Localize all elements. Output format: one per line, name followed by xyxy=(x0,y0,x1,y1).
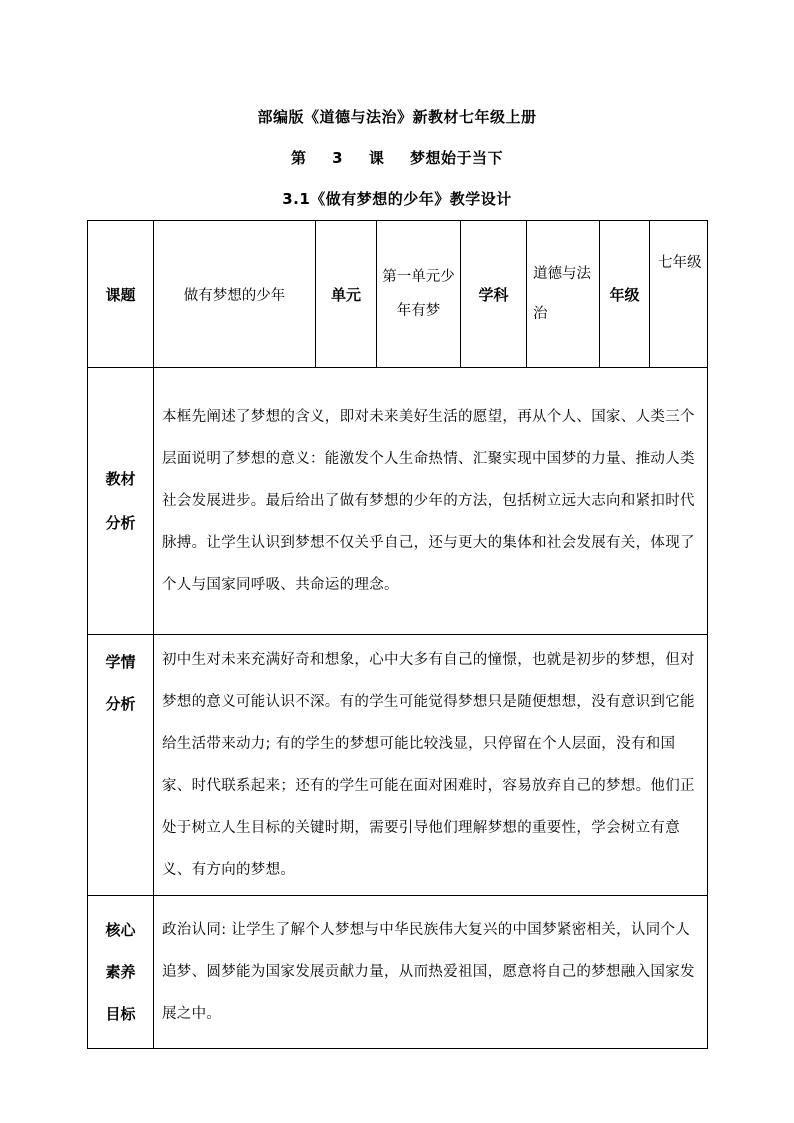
topic-value: 做有梦想的少年 xyxy=(154,221,316,368)
document-title: 部编版《道德与法治》新教材七年级上册 xyxy=(257,108,537,126)
lesson-plan-table xyxy=(87,220,708,1049)
unit-value: 第一单元少年有梦 xyxy=(377,221,461,368)
learner-analysis-label-text: 学情分析 xyxy=(105,653,136,713)
textbook-analysis-text: 本框先阐述了梦想的含义，即对未来美好生活的愿望，再从个人、国家、人类三个层面说明了梦想的意义：能激发个人生命热情、汇聚实现中国梦的力量、推动人类社会发展进步。最后给出了做有梦想的少年的方法，包括树立远大志向和紧扣时代脉搏。让学生认识到梦想不仅关乎自己，还与更大的集体和社会发展有关，体现了个人与国家同呼吸、共命运的理念。 xyxy=(154,368,708,635)
learner-analysis-text: 初中生对未来充满好奇和想象，心中大多有自己的憧憬，也就是初步的梦想，但对梦想的意义可能认识不深。有的学生可能觉得梦想只是随便想想，没有意识到它能给生活带来动力; 有的学生的梦想可能比较浅显，只停留在个人层面，没有和国家、时代联系起来；还有的学生可能在面对困难时，容易放弃自己的梦想。他们正处于树立人生目标的关键时期，需要引导他们理解梦想的重要性，学会树立有意义、有方向的梦想。 xyxy=(154,635,708,896)
table-row-learner-analysis xyxy=(88,635,708,896)
section-title: 3.1《做有梦想的少年》教学设计 xyxy=(282,190,512,208)
unit-label: 单元 xyxy=(316,221,377,368)
table-row-core-literacy xyxy=(88,896,708,1049)
core-literacy-label xyxy=(88,896,154,1049)
textbook-analysis-label-text: 教材分析 xyxy=(105,470,136,532)
table-row-header-info xyxy=(88,221,708,368)
core-literacy-text: 政治认同: 让学生了解个人梦想与中华民族伟大复兴的中国梦紧密相关，认同个人追梦、圆梦能为国家发展贡献力量，从而热爱祖国，愿意将自己的梦想融入国家发展之中。 xyxy=(154,896,708,1049)
learner-analysis-label xyxy=(88,635,154,896)
subject-value: 道德与法治 xyxy=(527,221,600,368)
table-row-textbook-analysis xyxy=(88,368,708,635)
textbook-analysis-label xyxy=(88,368,154,635)
topic-label: 课题 xyxy=(88,221,154,368)
grade-value: 七年级 xyxy=(650,221,708,368)
lesson-title: 第 3 课 梦想始于当下 xyxy=(290,149,504,167)
core-literacy-label-text: 核心素养目标 xyxy=(105,921,136,1023)
subject-label: 学科 xyxy=(461,221,527,368)
grade-label: 年级 xyxy=(600,221,650,368)
